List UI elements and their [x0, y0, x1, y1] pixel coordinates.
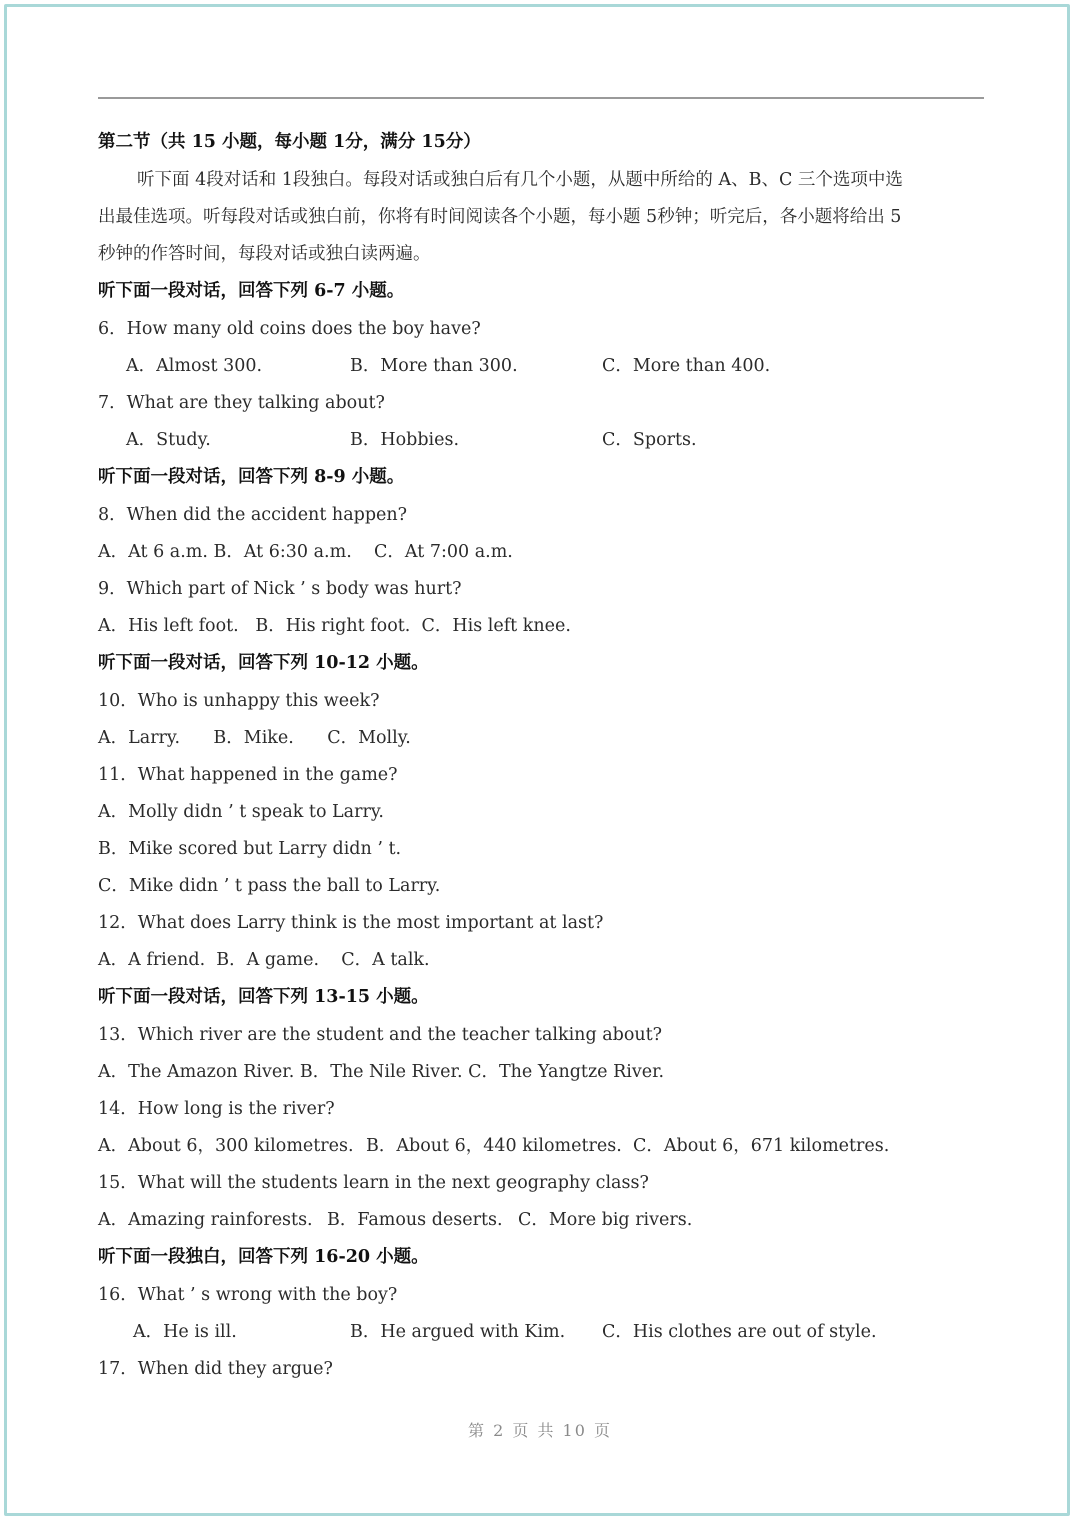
question-6: 6．How many old coins does the boy have?: [98, 319, 481, 339]
question-17: 17．When did they argue?: [98, 1359, 333, 1379]
question-16: 16．What ’ s wrong with the boy?: [98, 1285, 398, 1305]
options-12: A．A friend. B．A game. C．A talk.: [98, 950, 430, 970]
question-14: 14．How long is the river?: [98, 1099, 335, 1119]
option-b: B．He argued with Kim.: [350, 1322, 566, 1342]
question-7: 7．What are they talking about?: [98, 393, 385, 413]
option-a: A．Almost 300.: [126, 356, 263, 376]
question-10: 10．Who is unhappy this week?: [98, 691, 380, 711]
option-a: A．Study.: [126, 430, 211, 450]
group-heading: 听下面一段对话，回答下列 13-15 小题。: [98, 987, 429, 1007]
group-heading: 听下面一段独白，回答下列 16-20 小题。: [98, 1247, 429, 1267]
option-b: B．Famous deserts.: [327, 1210, 503, 1230]
group-heading: 听下面一段对话，回答下列 8-9 小题。: [98, 467, 405, 487]
header-rule: [98, 97, 984, 99]
options-13: A．The Amazon River. B．The Nile River. C．The Yangtze River.: [98, 1062, 665, 1082]
options-8: A．At 6 a.m. B．At 6:30 a.m. C．At 7:00 a.m.: [98, 542, 513, 562]
option-a: A．He is ill.: [133, 1322, 237, 1342]
question-15: 15．What will the students learn in the next geography class?: [98, 1173, 649, 1193]
intro-line-1: 听下面 4段对话和 1段独白。每段对话或独白后有几个小题，从题中所给的 A、B、C 三个选项中选: [137, 170, 903, 190]
option-c: C．More than 400.: [602, 356, 771, 376]
intro-line-2: 出最佳选项。听每段对话或独白前，你将有时间阅读各个小题，每小题 5秒钟；听完后，各小题将给出 5: [98, 207, 902, 227]
option-b: B．About 6，440 kilometres.: [366, 1136, 622, 1156]
options-10: A．Larry. B．Mike. C．Molly.: [98, 728, 411, 748]
option-c: C．About 6，671 kilometres.: [633, 1136, 890, 1156]
option-a: A．Amazing rainforests.: [98, 1210, 313, 1230]
option-11-a: A．Molly didn ’ t speak to Larry.: [98, 802, 384, 822]
question-11: 11．What happened in the game?: [98, 765, 398, 785]
option-b: B．Hobbies.: [350, 430, 460, 450]
question-9: 9．Which part of Nick ’ s body was hurt?: [98, 579, 462, 599]
option-11-c: C．Mike didn ’ t pass the ball to Larry.: [98, 876, 441, 896]
option-c: C．His clothes are out of style.: [602, 1322, 877, 1342]
intro-line-3: 秒钟的作答时间，每段对话或独白读两遍。: [98, 244, 431, 264]
option-b: B．More than 300.: [350, 356, 518, 376]
option-a: A．About 6，300 kilometres.: [98, 1136, 354, 1156]
group-heading: 听下面一段对话，回答下列 10-12 小题。: [98, 653, 429, 673]
page-number: 第 2 页 共 10 页: [468, 1421, 612, 1440]
options-9: A．His left foot. B．His right foot. C．His left knee.: [98, 616, 571, 636]
option-c: C．More big rivers.: [518, 1210, 693, 1230]
group-heading: 听下面一段对话，回答下列 6-7 小题。: [98, 281, 405, 301]
section-heading: 第二节（共 15 小题，每小题 1分，满分 15分）: [98, 132, 481, 152]
option-c: C．Sports.: [602, 430, 697, 450]
question-12: 12．What does Larry think is the most important at last?: [98, 913, 604, 933]
question-8: 8．When did the accident happen?: [98, 505, 408, 525]
option-11-b: B．Mike scored but Larry didn ’ t.: [98, 839, 402, 859]
question-13: 13．Which river are the student and the teacher talking about?: [98, 1025, 663, 1045]
